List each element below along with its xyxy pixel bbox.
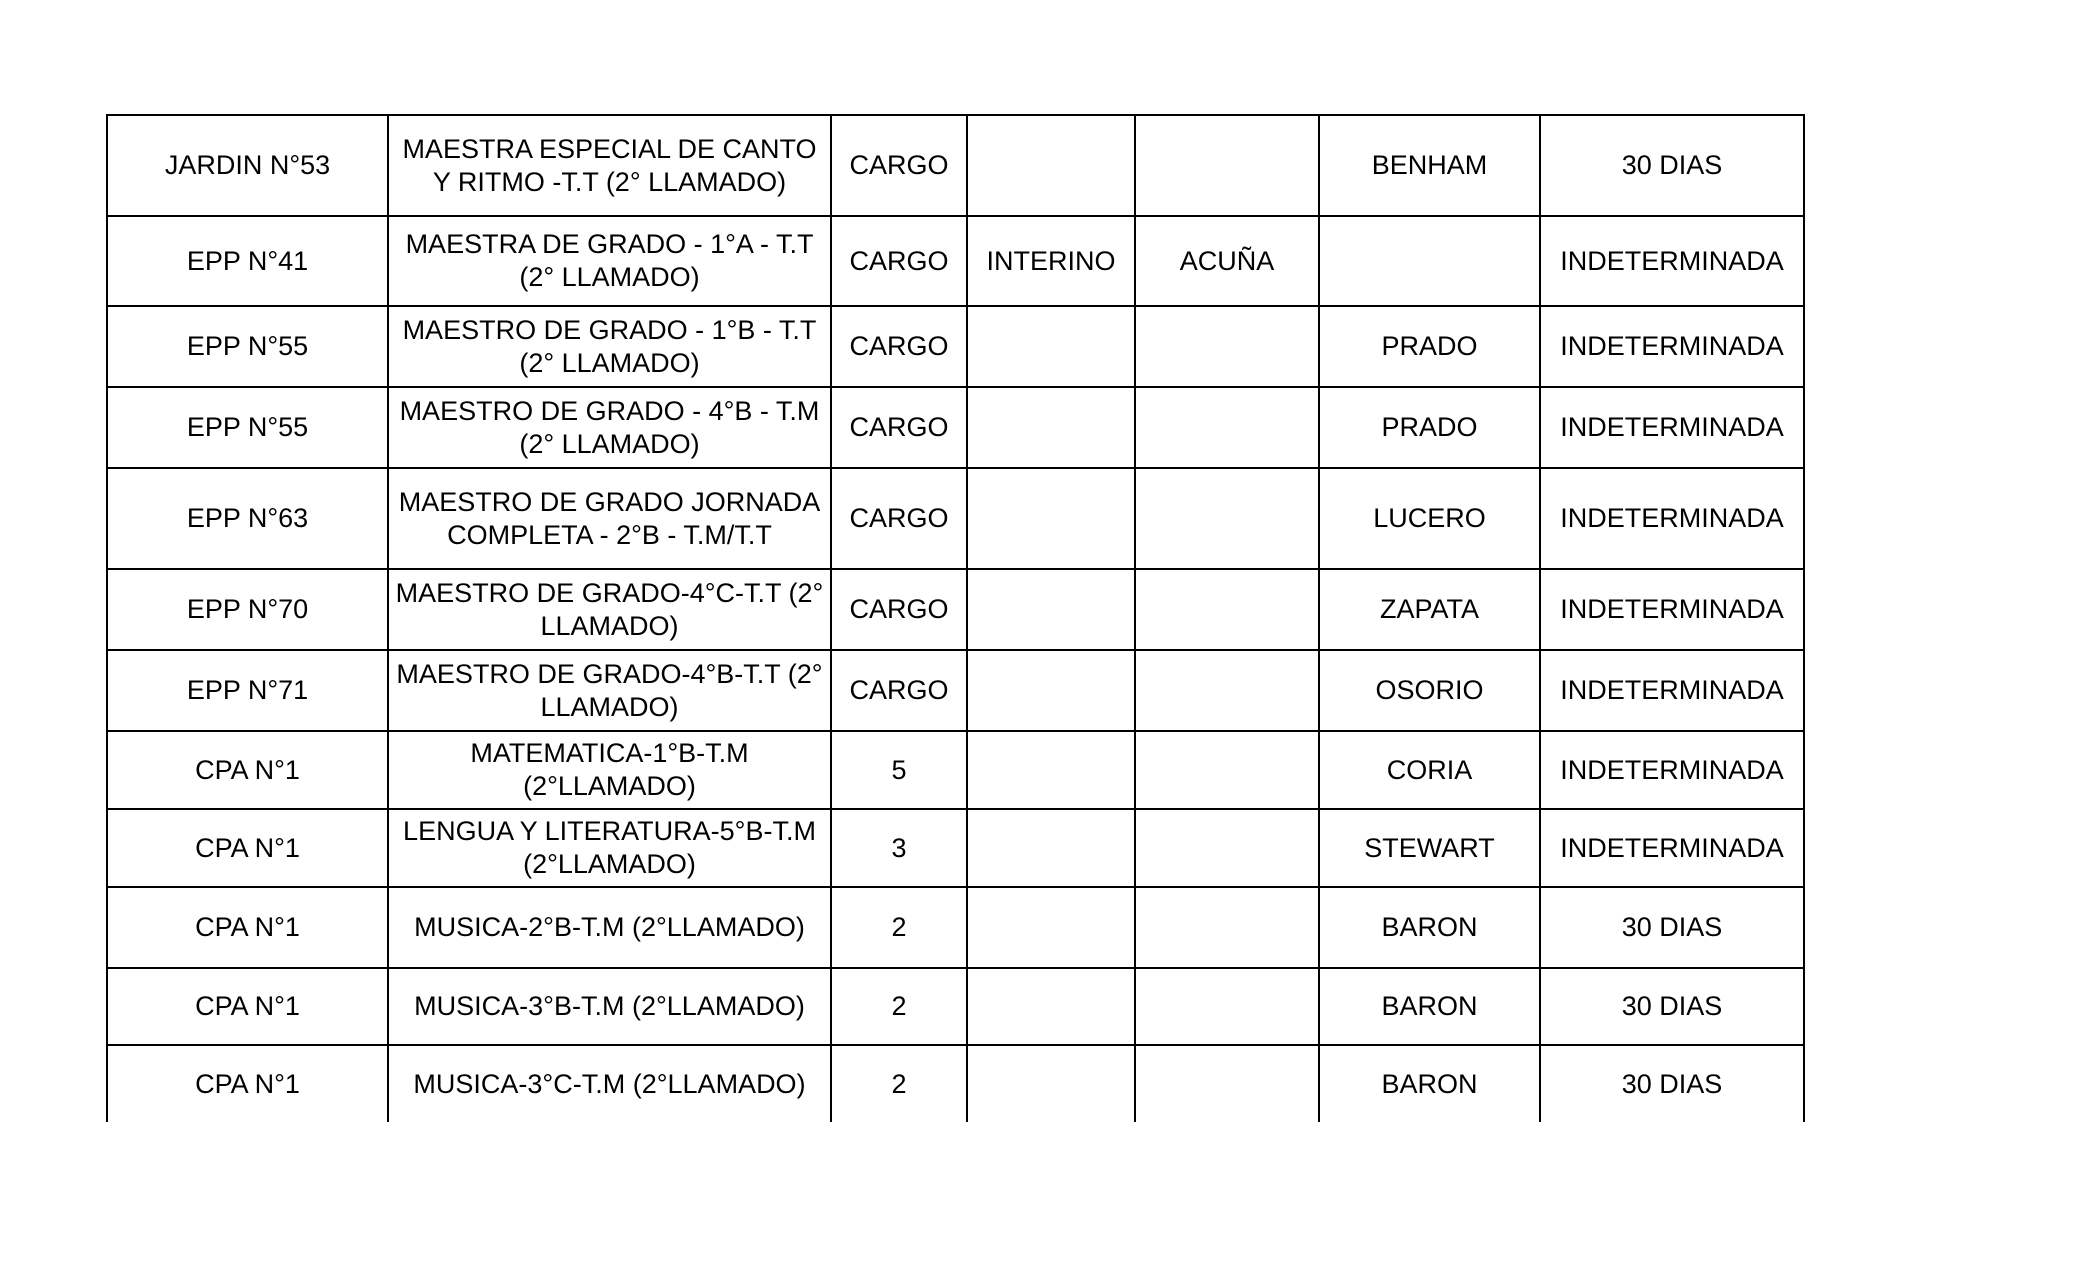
cell-reason: ACUÑA bbox=[1135, 216, 1319, 306]
cell-locality: ZAPATA bbox=[1319, 569, 1540, 650]
table-row bbox=[107, 731, 1804, 809]
cell-duration: 30 DIAS bbox=[1540, 968, 1804, 1045]
cell-hours: 5 bbox=[831, 731, 967, 809]
cell-position: LENGUA Y LITERATURA-5°B-T.M (2°LLAMADO) bbox=[388, 809, 831, 887]
table-row bbox=[107, 1045, 1804, 1122]
cell-school: CPA N°1 bbox=[107, 968, 388, 1045]
cell-reason bbox=[1135, 468, 1319, 569]
cell-locality: BARON bbox=[1319, 968, 1540, 1045]
cell-status bbox=[967, 468, 1135, 569]
cell-duration: INDETERMINADA bbox=[1540, 731, 1804, 809]
cell-school: EPP N°55 bbox=[107, 306, 388, 387]
cell-duration: 30 DIAS bbox=[1540, 887, 1804, 968]
cell-locality: LUCERO bbox=[1319, 468, 1540, 569]
cell-school: EPP N°55 bbox=[107, 387, 388, 468]
cell-position: MUSICA-3°B-T.M (2°LLAMADO) bbox=[388, 968, 831, 1045]
cell-school: CPA N°1 bbox=[107, 887, 388, 968]
cell-hours: CARGO bbox=[831, 650, 967, 731]
cell-hours: 2 bbox=[831, 1045, 967, 1122]
cell-position: MAESTRO DE GRADO-4°B-T.T (2° LLAMADO) bbox=[388, 650, 831, 731]
cell-locality: STEWART bbox=[1319, 809, 1540, 887]
cell-reason bbox=[1135, 115, 1319, 216]
table-row bbox=[107, 968, 1804, 1045]
table-row bbox=[107, 387, 1804, 468]
table-row bbox=[107, 468, 1804, 569]
cell-status: INTERINO bbox=[967, 216, 1135, 306]
cell-locality: BENHAM bbox=[1319, 115, 1540, 216]
cell-duration: 30 DIAS bbox=[1540, 1045, 1804, 1122]
cell-status bbox=[967, 387, 1135, 468]
cell-position: MAESTRO DE GRADO - 1°B - T.T (2° LLAMADO) bbox=[388, 306, 831, 387]
cell-status bbox=[967, 1045, 1135, 1122]
cell-duration: INDETERMINADA bbox=[1540, 809, 1804, 887]
cell-reason bbox=[1135, 731, 1319, 809]
table-row bbox=[107, 650, 1804, 731]
cell-hours: CARGO bbox=[831, 115, 967, 216]
cell-reason bbox=[1135, 968, 1319, 1045]
cell-position: MUSICA-3°C-T.M (2°LLAMADO) bbox=[388, 1045, 831, 1122]
cell-hours: CARGO bbox=[831, 468, 967, 569]
table-row bbox=[107, 887, 1804, 968]
cell-locality: CORIA bbox=[1319, 731, 1540, 809]
cell-reason bbox=[1135, 887, 1319, 968]
cell-hours: CARGO bbox=[831, 569, 967, 650]
cell-hours: CARGO bbox=[831, 306, 967, 387]
cell-status bbox=[967, 569, 1135, 650]
table-row bbox=[107, 115, 1804, 216]
cell-reason bbox=[1135, 1045, 1319, 1122]
table-row bbox=[107, 809, 1804, 887]
table-row bbox=[107, 306, 1804, 387]
cell-status bbox=[967, 650, 1135, 731]
table-row bbox=[107, 216, 1804, 306]
cell-position: MAESTRO DE GRADO - 4°B - T.M (2° LLAMADO) bbox=[388, 387, 831, 468]
cell-duration: INDETERMINADA bbox=[1540, 468, 1804, 569]
cell-locality: PRADO bbox=[1319, 387, 1540, 468]
cell-duration: INDETERMINADA bbox=[1540, 387, 1804, 468]
cell-locality bbox=[1319, 216, 1540, 306]
cell-school: CPA N°1 bbox=[107, 1045, 388, 1122]
cell-hours: CARGO bbox=[831, 216, 967, 306]
cell-school: EPP N°63 bbox=[107, 468, 388, 569]
cell-school: EPP N°70 bbox=[107, 569, 388, 650]
vacancies-table bbox=[106, 114, 1805, 1122]
cell-reason bbox=[1135, 306, 1319, 387]
cell-locality: PRADO bbox=[1319, 306, 1540, 387]
table-row bbox=[107, 569, 1804, 650]
cell-duration: INDETERMINADA bbox=[1540, 306, 1804, 387]
cell-hours: 2 bbox=[831, 968, 967, 1045]
cell-duration: INDETERMINADA bbox=[1540, 569, 1804, 650]
cell-reason bbox=[1135, 650, 1319, 731]
cell-school: JARDIN N°53 bbox=[107, 115, 388, 216]
cell-status bbox=[967, 731, 1135, 809]
cell-duration: INDETERMINADA bbox=[1540, 650, 1804, 731]
cell-school: EPP N°41 bbox=[107, 216, 388, 306]
cell-status bbox=[967, 887, 1135, 968]
cell-reason bbox=[1135, 569, 1319, 650]
cell-position: MAESTRA ESPECIAL DE CANTO Y RITMO -T.T (2° LLAMADO) bbox=[388, 115, 831, 216]
cell-duration: INDETERMINADA bbox=[1540, 216, 1804, 306]
cell-hours: CARGO bbox=[831, 387, 967, 468]
cell-school: EPP N°71 bbox=[107, 650, 388, 731]
cell-reason bbox=[1135, 387, 1319, 468]
cell-reason bbox=[1135, 809, 1319, 887]
cell-status bbox=[967, 809, 1135, 887]
cell-status bbox=[967, 115, 1135, 216]
cell-hours: 2 bbox=[831, 887, 967, 968]
cell-position: MUSICA-2°B-T.M (2°LLAMADO) bbox=[388, 887, 831, 968]
cell-position: MAESTRO DE GRADO JORNADA COMPLETA - 2°B - T.M/T.T bbox=[388, 468, 831, 569]
cell-position: MATEMATICA-1°B-T.M (2°LLAMADO) bbox=[388, 731, 831, 809]
cell-status bbox=[967, 968, 1135, 1045]
cell-school: CPA N°1 bbox=[107, 731, 388, 809]
cell-duration: 30 DIAS bbox=[1540, 115, 1804, 216]
cell-hours: 3 bbox=[831, 809, 967, 887]
cell-position: MAESTRA DE GRADO - 1°A - T.T (2° LLAMADO) bbox=[388, 216, 831, 306]
cell-locality: BARON bbox=[1319, 1045, 1540, 1122]
cell-school: CPA N°1 bbox=[107, 809, 388, 887]
cell-locality: OSORIO bbox=[1319, 650, 1540, 731]
cell-position: MAESTRO DE GRADO-4°C-T.T (2° LLAMADO) bbox=[388, 569, 831, 650]
cell-locality: BARON bbox=[1319, 887, 1540, 968]
cell-status bbox=[967, 306, 1135, 387]
